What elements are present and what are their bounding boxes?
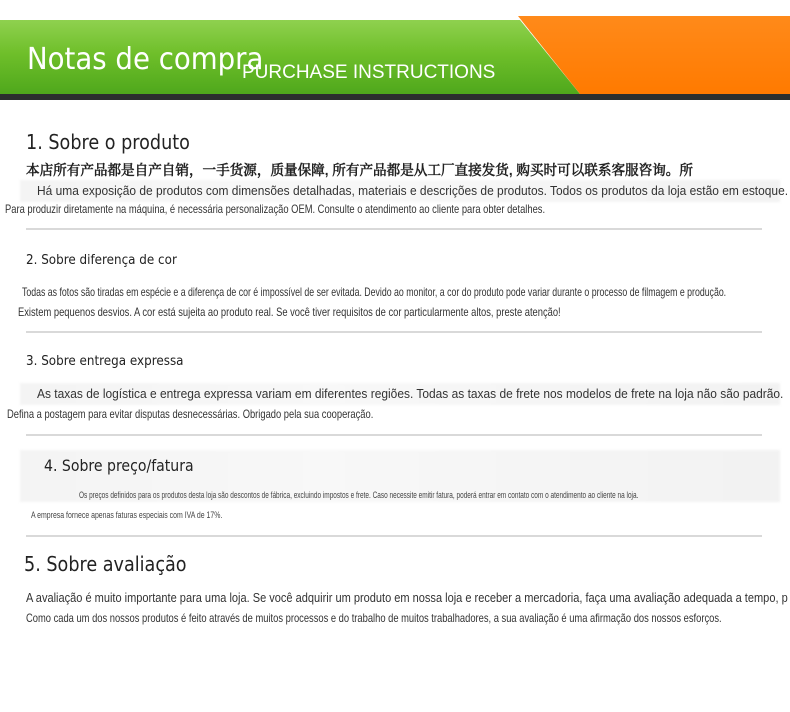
section-2-line-2: Existem pequenos desvios. A cor está sujeita ao produto real. Se você tiver requisitos de cor particularmente altos, preste atenção! [18, 305, 561, 319]
section-divider [26, 331, 762, 333]
section-1-line-2: Há uma exposição de produtos com dimensões detalhadas, materiais e descrições de produtos. Todos os produtos da loja estão em estoque. [37, 183, 789, 198]
section-2-line-1: Todas as fotos são tiradas em espécie e a diferença de cor é impossível de ser evitada. Devido ao monitor, a cor do produto pode variar durante o processo de filmagem e produção. [22, 285, 727, 299]
section-3-line-2: Defina a postagem para evitar disputas desnecessárias. Obrigado pela sua cooperação. [7, 407, 374, 421]
section-1-line-3: Para produzir diretamente na máquina, é necessária personalização OEM. Consulte o atendimento ao cliente para obter detalhes. [5, 202, 546, 216]
section-4-line-1: Os preços definidos para os produtos desta loja são descontos de fábrica, excluindo impostos e frete. Caso necessite emitir fatura, poderá entrar em contato com o atendimento ao cliente na loja. [79, 490, 639, 500]
section-5-heading: 5. Sobre avaliação [24, 552, 187, 576]
section-1-heading: 1. Sobre o produto [26, 130, 190, 154]
section-2-heading: 2. Sobre diferença de cor [26, 253, 177, 268]
section-3-line-1: As taxas de logística e entrega expressa variam em diferentes regiões. Todas as taxas de frete nos modelos de frete na loja não são padrão. [37, 386, 784, 401]
section-5-line-2: Como cada um dos nossos produtos é feito através de muitos processos e do trabalho de muitos trabalhadores, a sua avaliação é uma afirmação dos nossos esforços. [26, 611, 722, 625]
banner-dark-strip [0, 94, 790, 100]
section-4-heading: 4. Sobre preço/fatura [44, 456, 194, 475]
banner-title: Notas de compra [27, 42, 264, 77]
section-divider [26, 228, 762, 230]
section-5-line-1: A avaliação é muito importante para uma loja. Se você adquirir um produto em nossa loja e receber a mercadoria, faça uma avaliação adequada a tempo, p [26, 590, 788, 605]
section-3-heading: 3. Sobre entrega expressa [26, 354, 184, 369]
section-1-line-1: 本店所有产品都是自产自销，一手货源，质量保障, 所有产品都是从工厂直接发货, 购买时可以联系客服咨询。所 [26, 162, 693, 178]
section-divider [26, 434, 762, 436]
section-divider [26, 535, 762, 537]
section-4-line-2: A empresa fornece apenas faturas especiais com IVA de 17%. [31, 510, 223, 520]
banner-subtitle: PURCHASE INSTRUCTIONS [242, 62, 496, 83]
header-banner [0, 14, 790, 100]
